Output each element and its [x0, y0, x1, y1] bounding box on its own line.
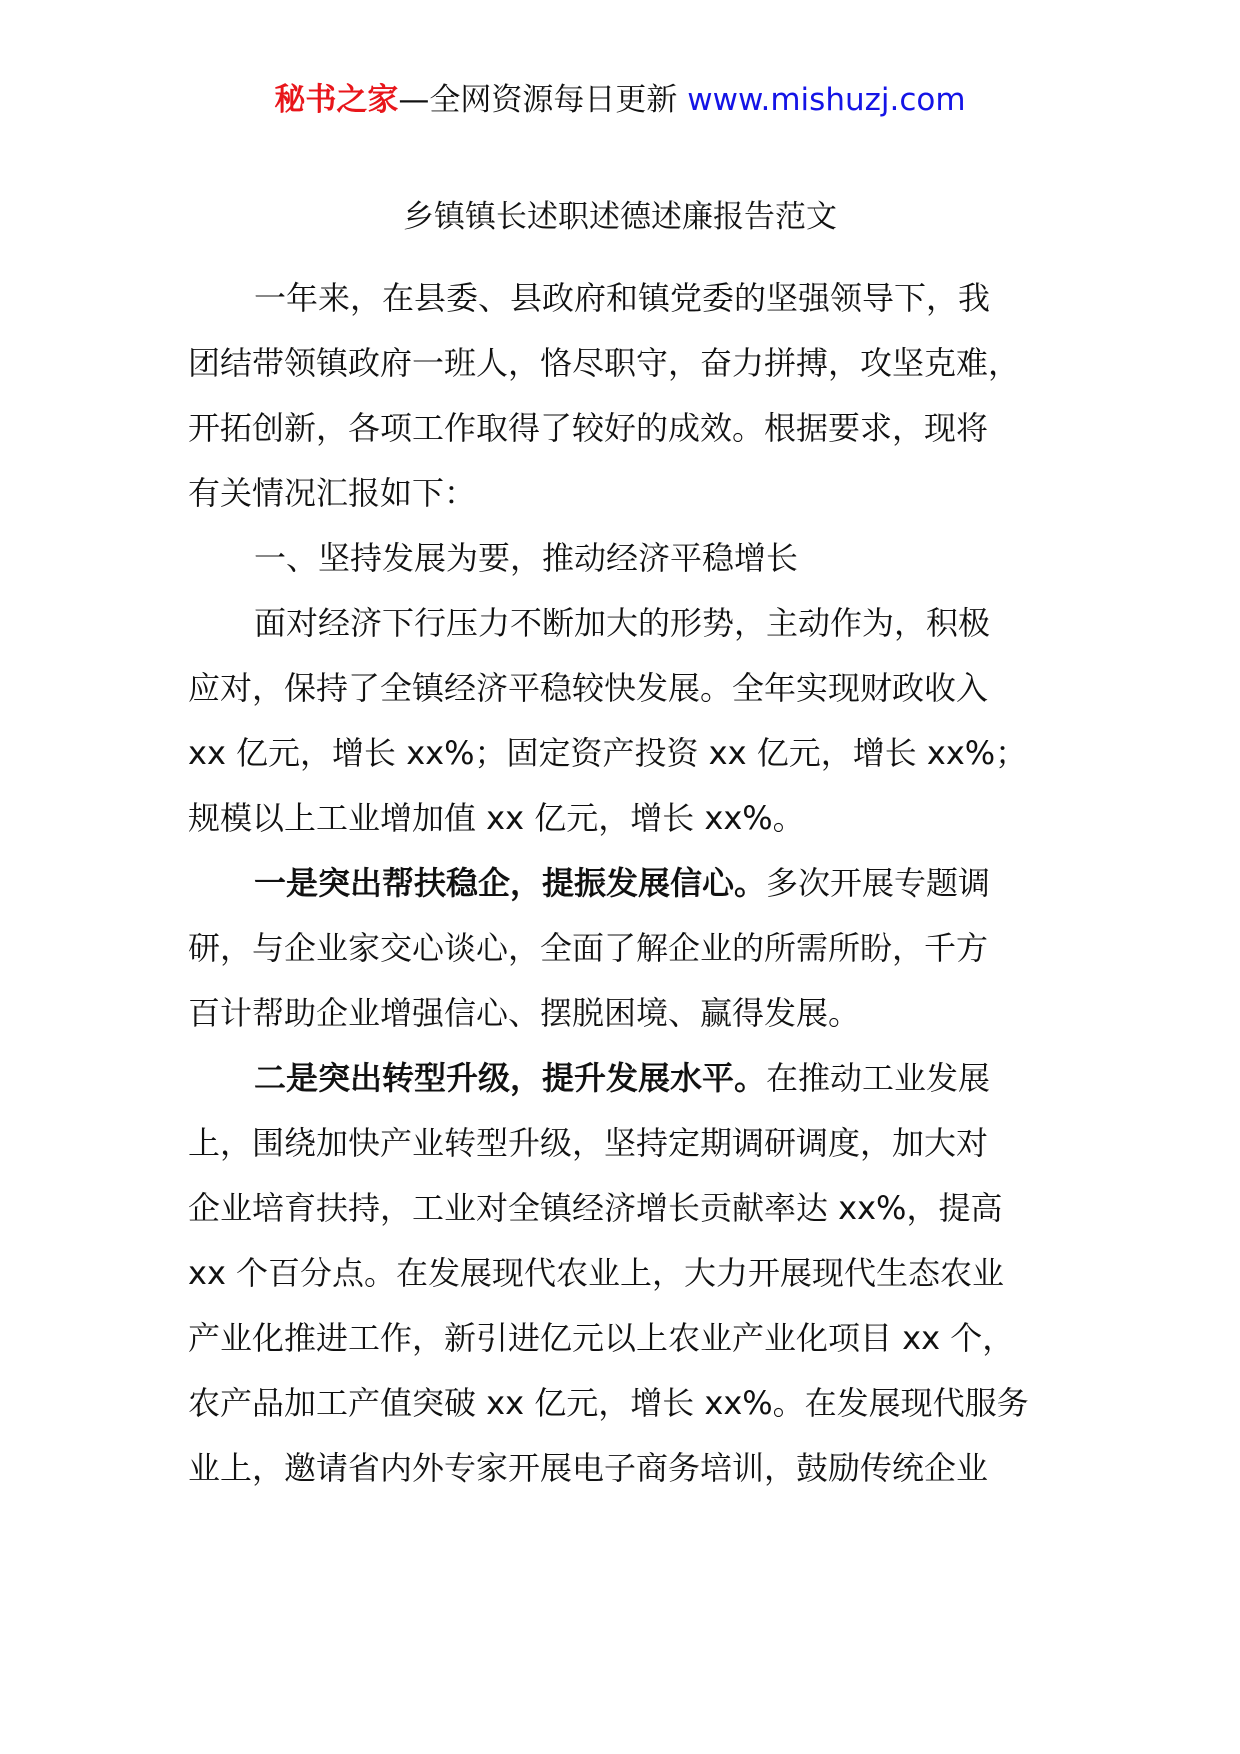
- paragraph-line: 开拓创新，各项工作取得了较好的成效。根据要求，现将: [188, 409, 989, 447]
- paragraph-line: 百计帮助企业增强信心、摆脱困境、赢得发展。: [188, 994, 861, 1032]
- paragraph-line: 上，围绕加快产业转型升级，坚持定期调研调度，加大对: [188, 1124, 989, 1162]
- paragraph-line: 农产品加工产值突破 xx 亿元，增长 xx%。在发展现代服务: [188, 1384, 1029, 1422]
- paragraph-line: 企业培育扶持，工业对全镇经济增长贡献率达 xx%，提高: [188, 1189, 1003, 1227]
- paragraph-line: [188, 851, 1068, 916]
- paragraph-line: 研，与企业家交心谈心，全面了解企业的所需所盼，千方: [188, 929, 989, 967]
- paragraph-line: 业上，邀请省内外专家开展电子商务培训，鼓励传统企业: [188, 1449, 989, 1487]
- document-title: 乡镇镇长述职述德述廉报告范文: [403, 199, 837, 235]
- paragraph-text: 多次开展专题调: [766, 864, 991, 902]
- bold-lead-text: 二是突出转型升级，提升发展水平。: [254, 1059, 767, 1097]
- paragraph-line: 规模以上工业增加值 xx 亿元，增长 xx%。: [188, 799, 805, 837]
- bold-lead-text: 一是突出帮扶稳企，提振发展信心。: [254, 864, 767, 902]
- paragraph-line: 应对，保持了全镇经济平稳较快发展。全年实现财政收入: [188, 669, 989, 707]
- brand-name: 秘书之家: [274, 82, 399, 118]
- paragraph-line: 有关情况汇报如下：: [188, 474, 477, 512]
- paragraph-line: 团结带领镇政府一班人，恪尽职守，奋力拼搏，攻坚克难，: [188, 344, 1021, 382]
- paragraph-line: xx 个百分点。在发展现代农业上，大力开展现代生态农业: [188, 1254, 1005, 1292]
- paragraph-line: xx 亿元，增长 xx%；固定资产投资 xx 亿元，增长 xx%；: [188, 734, 1028, 772]
- paragraph-line: [188, 1046, 1068, 1111]
- paragraph-text: 在推动工业发展: [766, 1059, 991, 1097]
- document-body: [188, 266, 1068, 1501]
- header-tagline: —全网资源每日更新: [398, 82, 678, 118]
- site-header: [0, 80, 1240, 120]
- paragraph-line: 产业化推进工作，新引进亿元以上农业产业化项目 xx 个，: [188, 1319, 1015, 1357]
- paragraph-line: 一年来，在县委、县政府和镇党委的坚强领导下，我: [254, 279, 991, 317]
- section-heading: 一、坚持发展为要，推动经济平稳增长: [254, 539, 799, 577]
- website-link[interactable]: www.mishuzj.com: [687, 82, 966, 118]
- paragraph-line: 面对经济下行压力不断加大的形势，主动作为，积极: [254, 604, 991, 642]
